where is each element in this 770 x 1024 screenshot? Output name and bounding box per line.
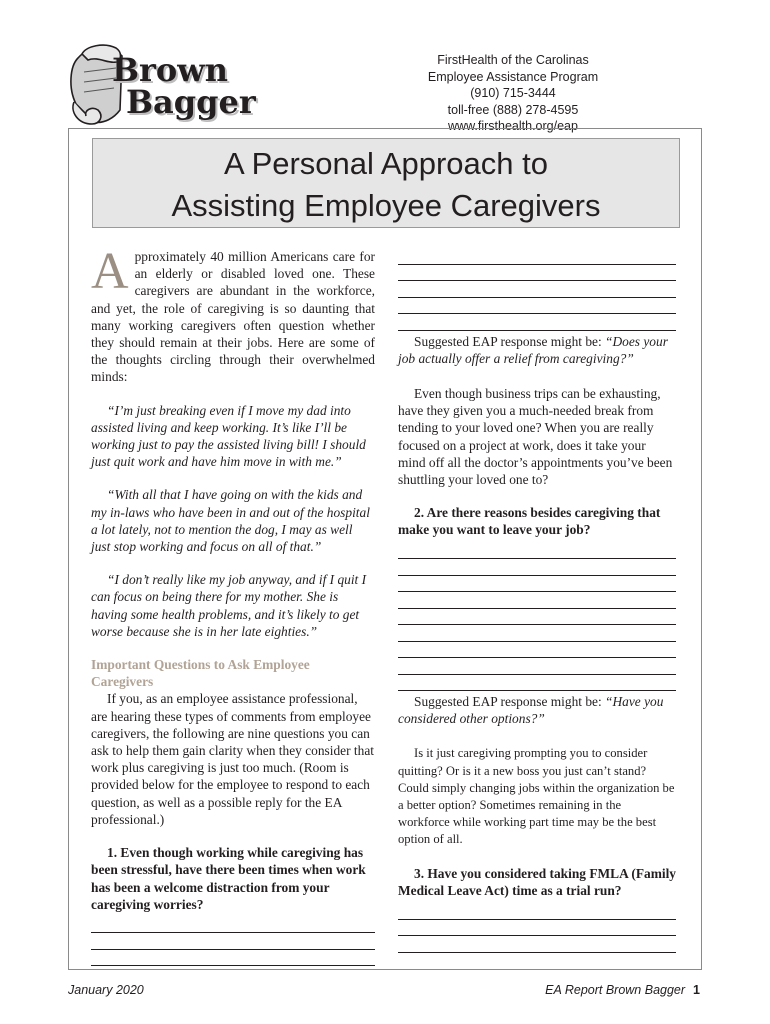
answer-lines-1-cont	[398, 248, 676, 331]
answer-lines-3	[398, 903, 676, 953]
title-line2: Assisting Employee Caregivers	[171, 188, 601, 223]
suggested-response-1	[398, 333, 676, 367]
quote-3: “I don’t really like my job anyway, and if I quit I can focus on being there for my mother. She is having some health problems, and it’s likely to get worse because she is in her late eighties.”	[91, 572, 367, 639]
question-1: 1. Even though working while caregiving has been stressful, have there been times when work has been a welcome distraction from your caregiving worries?	[91, 845, 366, 912]
contact-tollfree: toll-free (888) 278-4595	[447, 102, 579, 117]
answer-line[interactable]	[398, 920, 676, 937]
answer-line[interactable]	[398, 298, 676, 315]
answer-lines-2	[398, 543, 676, 692]
paragraph-1: Even though business trips can be exhausting, have they given you a much-needed break from tending to your loved one? When you are really focused on a project at work, does it take your mind off all the doctor’s appointments you’ve been shuttling your loved one to?	[398, 385, 673, 487]
quote-1: “I’m just breaking even if I move my dad into assisted living and keep working. It’s like I’ll be working just to pay the assisted living bill! I should just quit work and have him move in with me.”	[91, 402, 366, 470]
logo-line1: Brown	[112, 51, 229, 89]
answer-line[interactable]	[398, 248, 676, 265]
answer-line[interactable]	[398, 642, 676, 659]
paragraph-2: Is it just caregiving prompting you to consider quitting? Or is it a new boss you just can’t stand? Could simply changing jobs within the organization be a better option? Sometimes remaining in the workforce while working part time may be the best option of all.	[398, 746, 675, 847]
answer-line[interactable]	[398, 576, 676, 593]
answer-line[interactable]	[91, 950, 375, 967]
answer-line[interactable]	[398, 559, 676, 576]
page-title	[92, 138, 680, 228]
brown-bagger-logo	[64, 38, 314, 130]
answer-line[interactable]	[398, 281, 676, 298]
drop-cap: A	[91, 243, 129, 300]
quote-2: “With all that I have going on with the kids and my in-laws who have been in and out of the hospital a lot lately, not to mention the dog, I may as well just stop working and focus on all of that.”	[91, 487, 370, 555]
answer-line[interactable]	[398, 543, 676, 560]
page-number: 1	[693, 983, 700, 997]
footer-report-title: EA Report Brown Bagger	[545, 983, 686, 997]
intro-text: pproximately 40 million Americans care for an elderly or disabled loved one. These caregivers are abundant in the workforce, and yet, the role of caregiving is so daunting that many working caregivers often question whether they should remain at their jobs. Here are some of the thoughts circling through their overwhelmed minds:	[91, 249, 375, 385]
answer-line[interactable]	[398, 658, 676, 675]
contact-phone: (910) 715-3444	[470, 86, 556, 100]
section-body: If you, as an employee assistance professional, are hearing these types of comments from employee caregivers, the following are nine questions you can ask to help them gain clarity when they consider that work plus caregiving is just too much. (Room is provided below for the employee to respond to each question, as well as a possible reply for the EA professional.)	[91, 691, 374, 827]
intro-paragraph	[91, 243, 375, 386]
footer-date: January 2020	[68, 983, 144, 997]
right-column	[398, 248, 676, 953]
answer-line[interactable]	[398, 314, 676, 331]
contact-block	[398, 52, 628, 135]
answer-line[interactable]	[91, 933, 375, 950]
footer-report	[545, 983, 700, 997]
suggest-2-italic: “Have you considered other options?”	[398, 694, 664, 727]
question-2: 2. Are there reasons besides caregiving that make you want to leave your job?	[398, 505, 661, 538]
logo-line2: Bagger	[126, 83, 256, 121]
answer-lines-1	[91, 917, 375, 967]
answer-line[interactable]	[91, 917, 375, 934]
title-line1: A Personal Approach to	[223, 146, 548, 181]
answer-line[interactable]	[398, 609, 676, 626]
suggest-1-italic: “Does your job actually offer a relief from caregiving?”	[398, 333, 668, 366]
suggest-1-prefix: Suggested EAP response might be:	[414, 333, 606, 349]
answer-line[interactable]	[398, 675, 676, 692]
section-heading: Important Questions to Ask Employee Caregivers	[91, 657, 310, 690]
suggest-2-prefix: Suggested EAP response might be:	[414, 694, 606, 710]
logo-wordmark	[112, 51, 256, 121]
contact-program: Employee Assistance Program	[427, 69, 599, 84]
contact-web: www.firsthealth.org/eap	[448, 119, 578, 133]
left-column	[91, 243, 375, 966]
contact-org: FirstHealth of the Carolinas	[437, 53, 589, 67]
answer-line[interactable]	[398, 592, 676, 609]
answer-line[interactable]	[398, 936, 676, 953]
suggested-response-2	[398, 693, 676, 727]
question-3: 3. Have you considered taking FMLA (Family Medical Leave Act) time as a trial run?	[398, 865, 676, 898]
answer-line[interactable]	[398, 903, 676, 920]
answer-line[interactable]	[398, 265, 676, 282]
answer-line[interactable]	[398, 625, 676, 642]
